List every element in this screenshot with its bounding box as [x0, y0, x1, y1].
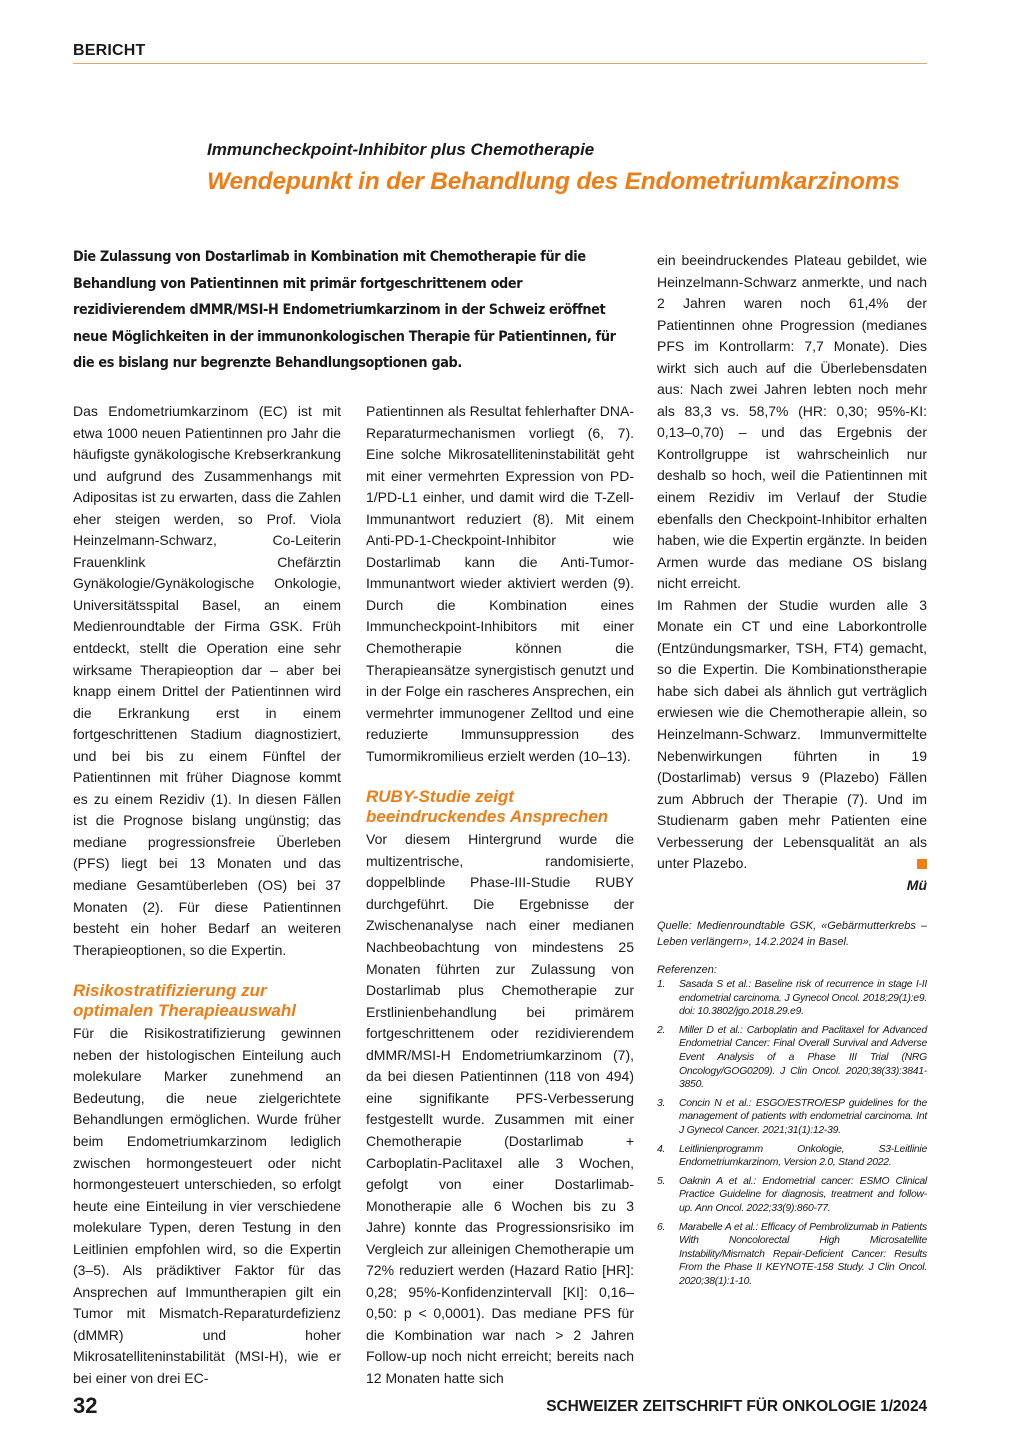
reference-item: 3. Concin N et al.: ESGO/ESTRO/ESP guidelines for the management of patients with endometrial carcinoma. Int J Gynecol Cancer. 2021;31(1):12-39.	[657, 1097, 927, 1136]
body-paragraph-risk: Für die Risikostratifizierung gewinnen neben der histologischen Einteilung auch molekulare Marker zunehmend an Bedeutung, die neue zielgerichtete Behandlungen ermöglichen. Wurde früher beim Endometriumkarzinom lediglich zwischen hormongesteuert oder nicht hormongesteuert unterschieden, so erfolgt heute eine Einteilung in vier verschiedene molekulare Typen, deren Testung in den Leitlinien empfohlen wird, so die Expertin (3–5). Als prädiktiver Faktor für das Ansprechen auf Immuntherapien gilt ein Tumor mit Mismatch-Reparaturdefizienz (dMMR) und hoher Mikrosatelliteninstabilität (MSI-H), wie er bei einer von drei EC-	[73, 1025, 341, 1386]
reference-item: 2. Miller D et al.: Carboplatin and Paclitaxel for Advanced Endometrial Cancer: Final Overall Survival and Adverse Event Analysis of a Phase III Trial (NRG Oncology/GOG0209). J Clin Oncol. 2020;38(33):3841-3850.	[657, 1024, 927, 1091]
reference-item: 4. Leitlinienprogramm Onkologie, S3-Leitlinie Endometriumkarzinom, Version 2.0, Stand 2022.	[657, 1143, 927, 1169]
references-list	[657, 978, 927, 1293]
body-paragraph-ruby: Vor diesem Hintergrund wurde die multizentrische, randomisierte, doppelblinde Phase-III-Studie RUBY durchgeführt. Die Ergebnisse der Zwischenanalyse nach einer medianen Nachbeobachtung von mindestens 25 Monaten führten zur Zulassung von Dostarlimab plus Chemotherapie zur Erstlinienbehandlung bei primärem fortgeschrittenem oder rezidivierendem dMMR/MSI-H Endometriumkarzinom (7), da bei diesen Patientinnen (118 von 494) eine signifikante PFS-Verbesserung festgestellt wurde. Zusammen mit einer Chemotherapie (Dostarlimab + Carboplatin-Paclitaxel alle 3 Wochen, gefolgt von einer Dostarlimab-Monotherapie alle 6 Wochen bis zu 3 Jahre) konnte das Progressionsrisiko im Vergleich zur alleinigen Chemotherapie um 72% reduziert werden (Hazard Ratio [HR]: 0,28; 95%-Konfidenzintervall [KI]: 0,16–0,50: p < 0,0001). Das mediane PFS für die Kombination war nach > 2 Jahren Follow-up noch nicht erreicht; bereits nach 12 Monaten hatte sich	[366, 831, 634, 1386]
text-column-3	[657, 250, 927, 875]
reference-item: 5. Oaknin A et al.: Endometrial cancer: ESMO Clinical Practice Guideline for diagnosis, treatment and follow-up. Ann Oncol. 2022;33(9):860-77.	[657, 1175, 927, 1214]
article-headline: Wendepunkt in der Behandlung des Endometriumkarzinoms	[207, 168, 900, 195]
author-initials: Mü	[906, 877, 927, 893]
page-number: 32	[73, 1393, 98, 1418]
references-title: Referenzen:	[657, 964, 717, 976]
subheading-ruby: RUBY-Studie zeigt beeindruckendes Ansprechen	[366, 787, 609, 827]
article-kicker: Immuncheckpoint-Inhibitor plus Chemotherapie	[207, 140, 595, 159]
journal-title: SCHWEIZER ZEITSCHRIFT FÜR ONKOLOGIE 1/2024	[546, 1398, 927, 1415]
header-divider	[73, 63, 927, 64]
reference-item: 1. Sasada S et al.: Baseline risk of recurrence in stage I-II endometrial carcinoma. J Gynecol Oncol. 2018;29(1):e9. doi: 10.3802/jgo.2018.29.e9.	[657, 979, 927, 1018]
source-note: Quelle: Medienroundtable GSK, «Gebärmutterkrebs – Leben verlängern», 14.2.2024 in Basel.	[657, 920, 927, 948]
body-paragraph-risk-cont: Patientinnen als Resultat fehlerhafter DNA-Reparaturmechanismen vorliegt (6, 7). Eine solche Mikrosatelliteninstabilität geht mit einer vermehrten Expression von PD-1/PD-L1 einher, und damit wird die T-Zell-Immunantwort reduziert (8). Mit einem Anti-PD-1-Checkpoint-Inhibitor wie Dostarlimab kann die Anti-Tumor-Immunantwort wieder aktiviert werden (9). Durch die Kombination eines Immuncheckpoint-Inhibitors mit einer Chemotherapie können die Therapieansätze synergistisch genutzt und in der Folge ein rascheres Ansprechen, ein vermehrter immunogener Zelltod und eine reduzierte Immunsuppression des Tumormikromilieus erzielt werden (10–13).	[366, 403, 634, 764]
text-column-2	[366, 401, 634, 1390]
body-paragraph-intro: Das Endometriumkarzinom (EC) ist mit etwa 1000 neuen Patientinnen pro Jahr die häufigste gynäkologische Krebserkrankung und aufgrund des Zusammenhangs mit Adipositas ist zu erwarten, dass die Zahlen eher steigen werden, so Prof. Viola Heinzelmann-Schwarz, Co-Leiterin Frauenklink Chefärztin Gynäkologie/Gynäkologische Onkologie, Universitätsspital Basel, an einem Medienroundtable der Firma GSK. Früh entdeckt, stellt die Operation eine sehr wirksame Therapieoption dar – aber bei knapp einem Drittel der Patientinnen wird die Erkrankung erst in einem fortgeschrittenen Stadium diagnostiziert, und bei bis zu einem Fünftel der Patientinnen mit früher Diagnose kommt es zu einem Rezidiv (1). In diesen Fällen ist die Prognose bislang ungünstig; das mediane progressionsfreie Überleben (PFS) liegt bei 13 Monaten und das mediane Gesamtüberleben (OS) bei 37 Monaten (2). Für diese Patientinnen besteht ein hoher Bedarf an weiteren Therapieoptionen, so die Expertin.	[73, 403, 341, 958]
body-paragraph-ruby-cont: ein beeindruckendes Plateau gebildet, wie Heinzelmann-Schwarz anmerkte, und nach 2 Jahren waren noch 61,4% der Patientinnen ohne Progression (medianes PFS im Kontrollarm: 7,7 Monate). Dies wirkt sich auch auf die Überlebensdaten aus: Nach zwei Jahren lebten noch mehr als 83,3 vs. 58,7% (HR: 0,30; 95%-KI: 0,13–0,70) – und das Ergebnis der Kontrollgruppe ist wahrscheinlich nur deshalb so hoch, weil die Patientinnen mit einem Rezidiv im Verlauf der Studie ebenfalls den Checkpoint-Inhibitor erhalten haben, wie die Expertin ergänzte. In beiden Armen wurde das mediane OS bislang nicht erreicht.	[657, 252, 927, 592]
safety-text: Im Rahmen der Studie wurden alle 3 Monate ein CT und eine Laborkontrolle (Entzündungsmarker, TSH, FT4) gemacht, so die Expertin. Die Kombinationstherapie habe sich dabei als ähnlich gut verträglich erwiesen wie die Chemotherapie allein, so Heinzelmann-Schwarz. Immunvermittelte Nebenwirkungen führten in 19 (Dostarlimab) versus 9 (Plazebo) Fällen zum Abbruch der Therapie (7). Und im Studienarm gaben mehr Patienten eine Verbesserung der Lebensqualität an als unter Plazebo.	[657, 596, 927, 872]
body-paragraph-safety	[657, 595, 927, 875]
section-label: BERICHT	[73, 42, 146, 59]
end-mark-icon	[917, 859, 927, 869]
text-column-1	[73, 401, 341, 1390]
article-lead: Die Zulassung von Dostarlimab in Kombination mit Chemotherapie für die Behandlung von Patientinnen mit primär fortgeschrittenem oder rezidivierendem dMMR/MSI-H Endometriumkarzinom in der Schweiz eröffnet neue Möglichkeiten in der immunonkologischen Therapie für Patientinnen, für die es bislang nur begrenzte Behandlungsoptionen gab.	[73, 249, 616, 371]
reference-item: 6. Marabelle A et al.: Efficacy of Pembrolizumab in Patients With Noncolorectal High Microsatellite Instability/Mismatch Repair-Deficient Cancer: Results From the Phase II KEYNOTE-158 Study. J Clin Oncol. 2020;38(1):1-10.	[657, 1221, 927, 1287]
subheading-risk: Risikostratifizierung zur optimalen Therapieauswahl	[73, 981, 296, 1021]
